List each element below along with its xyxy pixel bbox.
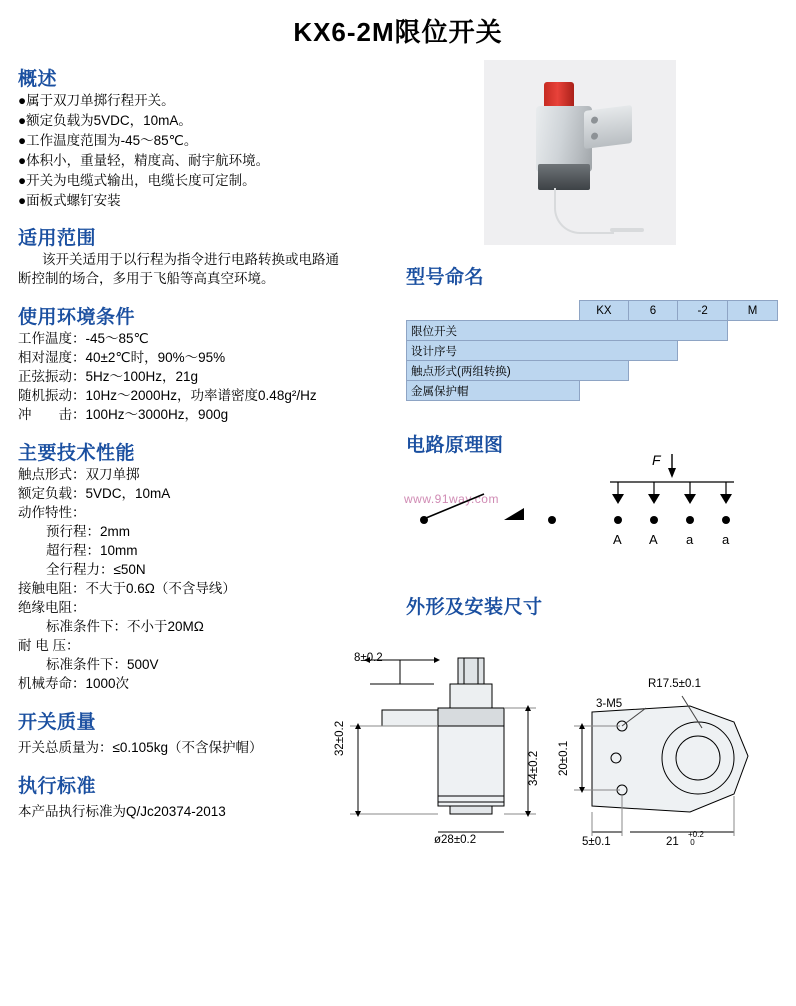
- model-code: 6: [628, 301, 678, 321]
- blank-cell: [728, 321, 778, 341]
- model-code: M: [728, 301, 778, 321]
- performance-row: 标准条件下：500V: [46, 657, 159, 672]
- section-standard: [18, 771, 368, 821]
- performance-row: 超行程：10mm: [46, 543, 138, 558]
- dim-right-height: 34±0.2: [528, 750, 540, 786]
- left-column: [18, 64, 368, 825]
- terminal-label: A: [613, 532, 622, 547]
- blank-cell: [728, 341, 778, 361]
- mounting-flange-graphic: [584, 105, 632, 149]
- overview-item: ●面板式螺钉安装: [18, 193, 121, 208]
- table-row: [407, 361, 778, 381]
- blank-cell: [628, 361, 678, 381]
- performance-row: 接触电阻：不大于0.6Ω（不含导线）: [18, 581, 236, 596]
- blank-cell: [678, 341, 728, 361]
- terminal-label: a: [722, 532, 730, 547]
- outline-dimension-drawing: [330, 636, 790, 876]
- section-scope: [18, 223, 368, 288]
- overview-item: ●属于双刀单掷行程开关。: [18, 93, 175, 108]
- environment-row: 冲 击：100Hz～3000Hz，900g: [18, 407, 229, 422]
- force-label: F: [652, 452, 661, 468]
- table-row: [407, 341, 778, 361]
- mass-text: 开关总质量为：≤0.105kg（不含保护帽）: [18, 740, 263, 755]
- performance-row: 预行程：2mm: [46, 524, 130, 539]
- model-label: 设计序号: [407, 341, 678, 361]
- dim-holes: 3-M5: [596, 698, 623, 710]
- dim-diameter: ø28±0.2: [434, 834, 477, 846]
- overview-item: ●开关为电缆式输出，电缆长度可定制。: [18, 173, 256, 188]
- blank-cell: [678, 381, 728, 401]
- section-performance: [18, 438, 368, 693]
- section-overview: [18, 64, 368, 211]
- cable-graphic: [554, 188, 614, 234]
- model-code: -2: [678, 301, 728, 321]
- overview-item: ●工作温度范围为-45～85℃。: [18, 133, 198, 148]
- circuit-diagram: [404, 452, 780, 572]
- model-label: 触点形式(两组转换): [407, 361, 629, 381]
- blank-cell: [678, 361, 728, 381]
- blank-cell: [628, 381, 678, 401]
- environment-row: 随机振动：10Hz～2000Hz，功率谱密度0.48g²/Hz: [18, 388, 317, 403]
- product-photo: [484, 60, 676, 245]
- dim-width-right: 21: [666, 836, 679, 848]
- model-heading: 型号命名: [406, 267, 485, 288]
- switch-base-graphic: [538, 164, 590, 190]
- performance-row: 触点形式：双刀单掷: [18, 467, 140, 482]
- scope-heading: 适用范围: [18, 228, 97, 249]
- section-mass: [18, 707, 368, 757]
- table-row: [407, 381, 778, 401]
- environment-row: 相对湿度：40±2℃时，90%～95%: [18, 350, 226, 365]
- scope-text: 该开关适用于以行程为指令进行电路转换或电路通断控制的场合，多用于飞船等高真空环境。: [18, 252, 339, 286]
- outline-heading: 外形及安装尺寸: [406, 597, 543, 618]
- performance-row: 机械寿命：1000次: [18, 676, 130, 691]
- environment-row: 正弦振动：5Hz～100Hz，21g: [18, 369, 199, 384]
- standard-heading: 执行标准: [18, 776, 97, 797]
- dim-vertical: 20±0.1: [558, 740, 570, 776]
- terminal-label: a: [686, 532, 694, 547]
- cable-end-graphic: [610, 228, 644, 232]
- model-code: KX: [580, 301, 629, 321]
- watermark: www.91way.com: [404, 492, 499, 506]
- performance-row: 动作特性：: [18, 505, 86, 520]
- overview-heading: 概述: [18, 69, 58, 90]
- overview-item: ●额定负载为5VDC，10mA。: [18, 113, 192, 128]
- table-row: [407, 321, 778, 341]
- performance-row: 全行程力：≤50N: [46, 562, 146, 577]
- standard-text: 本产品执行标准为Q/Jc20374-2013: [18, 804, 226, 819]
- blank-cell: [407, 301, 580, 321]
- dim-top-height: 8±0.2: [354, 652, 383, 664]
- blank-cell: [580, 381, 629, 401]
- blank-cell: [728, 361, 778, 381]
- dim-radius: R17.5±0.1: [648, 678, 701, 690]
- performance-row: 耐 电 压：: [18, 638, 80, 653]
- product-photo-image: [484, 60, 676, 245]
- terminal-label: A: [649, 532, 658, 547]
- section-environment: [18, 302, 368, 424]
- environment-heading: 使用环境条件: [18, 307, 136, 328]
- overview-item: ●体积小，重量轻，精度高、耐宇航环境。: [18, 153, 270, 168]
- environment-row: 工作温度：-45～85℃: [18, 331, 149, 346]
- performance-row: 额定负载：5VDC，10mA: [18, 486, 171, 501]
- mass-heading: 开关质量: [18, 712, 97, 733]
- performance-heading: 主要技术性能: [18, 443, 136, 464]
- dim-small-left: 5±0.1: [582, 836, 611, 848]
- dim-width-tolerance: +0.2 0: [688, 830, 704, 847]
- table-row: [407, 301, 778, 321]
- blank-cell: [728, 381, 778, 401]
- performance-row: 绝缘电阻：: [18, 600, 86, 615]
- page-title: KX6-2M限位开关: [293, 17, 503, 47]
- performance-row: 标准条件下：不小于20MΩ: [46, 619, 204, 634]
- circuit-heading: 电路原理图: [406, 435, 504, 456]
- model-naming-table: [406, 300, 778, 401]
- dim-left-height: 32±0.2: [334, 720, 346, 756]
- model-label: 限位开关: [407, 321, 728, 341]
- model-label: 金属保护帽: [407, 381, 580, 401]
